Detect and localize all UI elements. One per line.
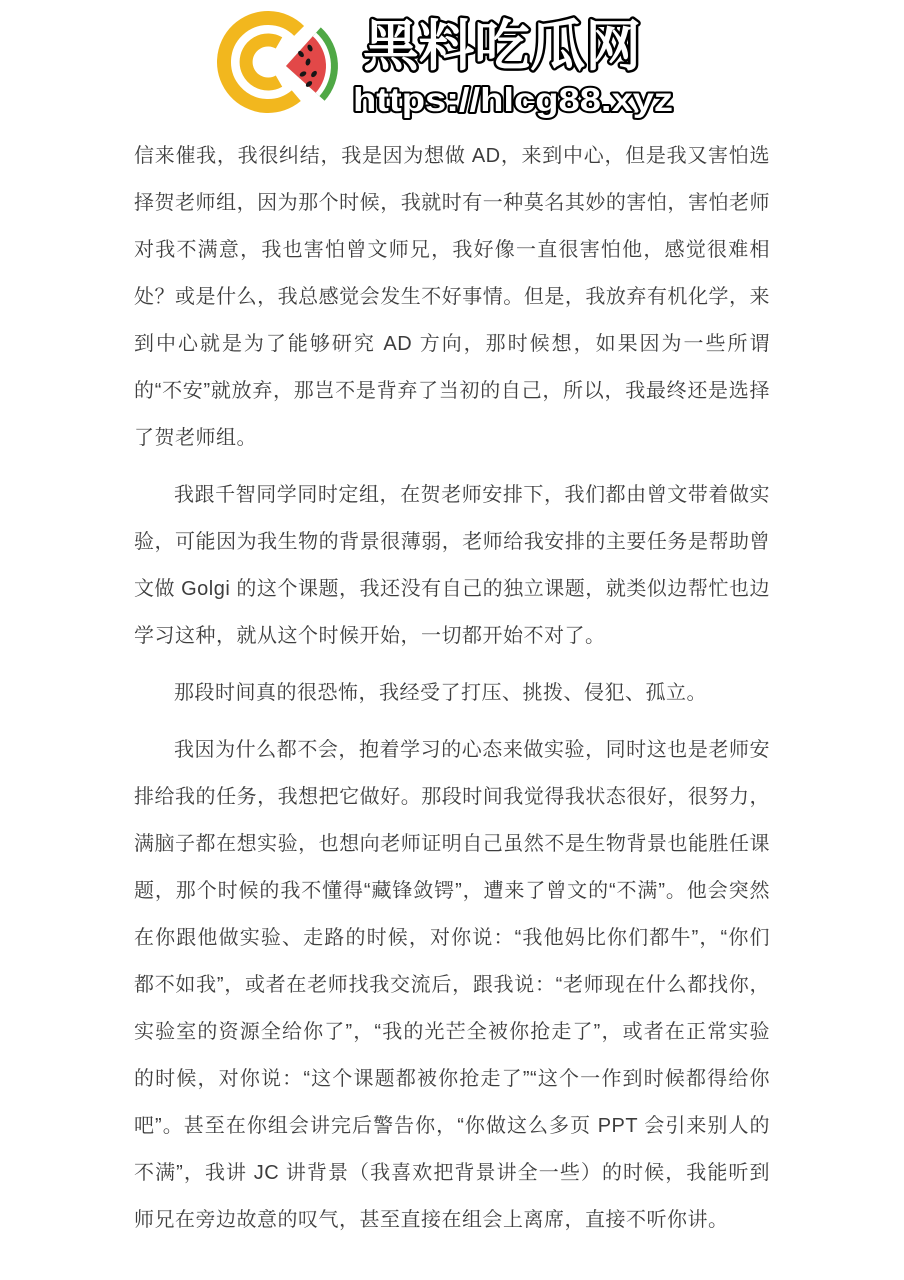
logo-outer-c: [224, 18, 299, 106]
paragraph-3: 那段时间真的很恐怖，我经受了打压、挑拨、侵犯、孤立。: [174, 682, 707, 704]
logo-inner-c: [246, 40, 279, 84]
site-watermark-header: [0, 0, 904, 123]
site-logo: [213, 5, 691, 123]
document-text-body: [0, 123, 904, 1244]
site-url-text: https://hlcg88.xyz: [353, 81, 673, 118]
paragraph-1: 信来催我，我很纠结，我是因为想做 AD，来到中心，但是我又害怕选择贺老师组，因为那个时候，我就时有一种莫名其妙的害怕，害怕老师对我不满意，我也害怕曾文师兄，我好像一直很害怕他，感觉很难相处？或是什么，我总感觉会发生不好事情。但是，我放弃有机化学，来到中心就是为了能够研究 AD 方向，那时候想，如果因为一些所谓的“不安”就放弃，那岂不是背弃了当初的自己，所以，我最终还是选择了贺老师组。: [134, 145, 770, 449]
site-name-text: 黑料吃瓜网: [363, 15, 641, 77]
paragraph-4: 我因为什么都不会，抱着学习的心态来做实验，同时这也是老师安排给我的任务，我想把它做好。那段时间我觉得我状态很好，很努力，满脑子都在想实验，也想向老师证明自己虽然不是生物背景也能胜任课题，那个时候的我不懂得“藏锋敛锷”，遭来了曾文的“不满”。他会突然在你跟他做实验、走路的时候，对你说：“我他妈比你们都牛”，“你们都不如我”，或者在老师找我交流后，跟我说：“老师现在什么都找你，实验室的资源全给你了”，“我的光芒全被你抢走了”，或者在正常实验的时候，对你说：“这个课题都被你抢走了”“这个一作到时候都得给你吧”。甚至在你组会讲完后警告你，“你做这么多页 PPT 会引来别人的不满”，我讲 JC 讲背景（我喜欢把背景讲全一些）的时候，我能听到师兄在旁边故意的叹气，甚至直接在组会上离席，直接不听你讲。: [134, 739, 770, 1231]
watermelon-c-logo-icon: [224, 18, 338, 106]
paragraph-2: 我跟千智同学同时定组，在贺老师安排下，我们都由曾文带着做实验，可能因为我生物的背景很薄弱，老师给我安排的主要任务是帮助曾文做 Golgi 的这个课题，我还没有自己的独立课题，就类似边帮忙也边学习这种，就从这个时候开始，一切都开始不对了。: [134, 484, 770, 647]
